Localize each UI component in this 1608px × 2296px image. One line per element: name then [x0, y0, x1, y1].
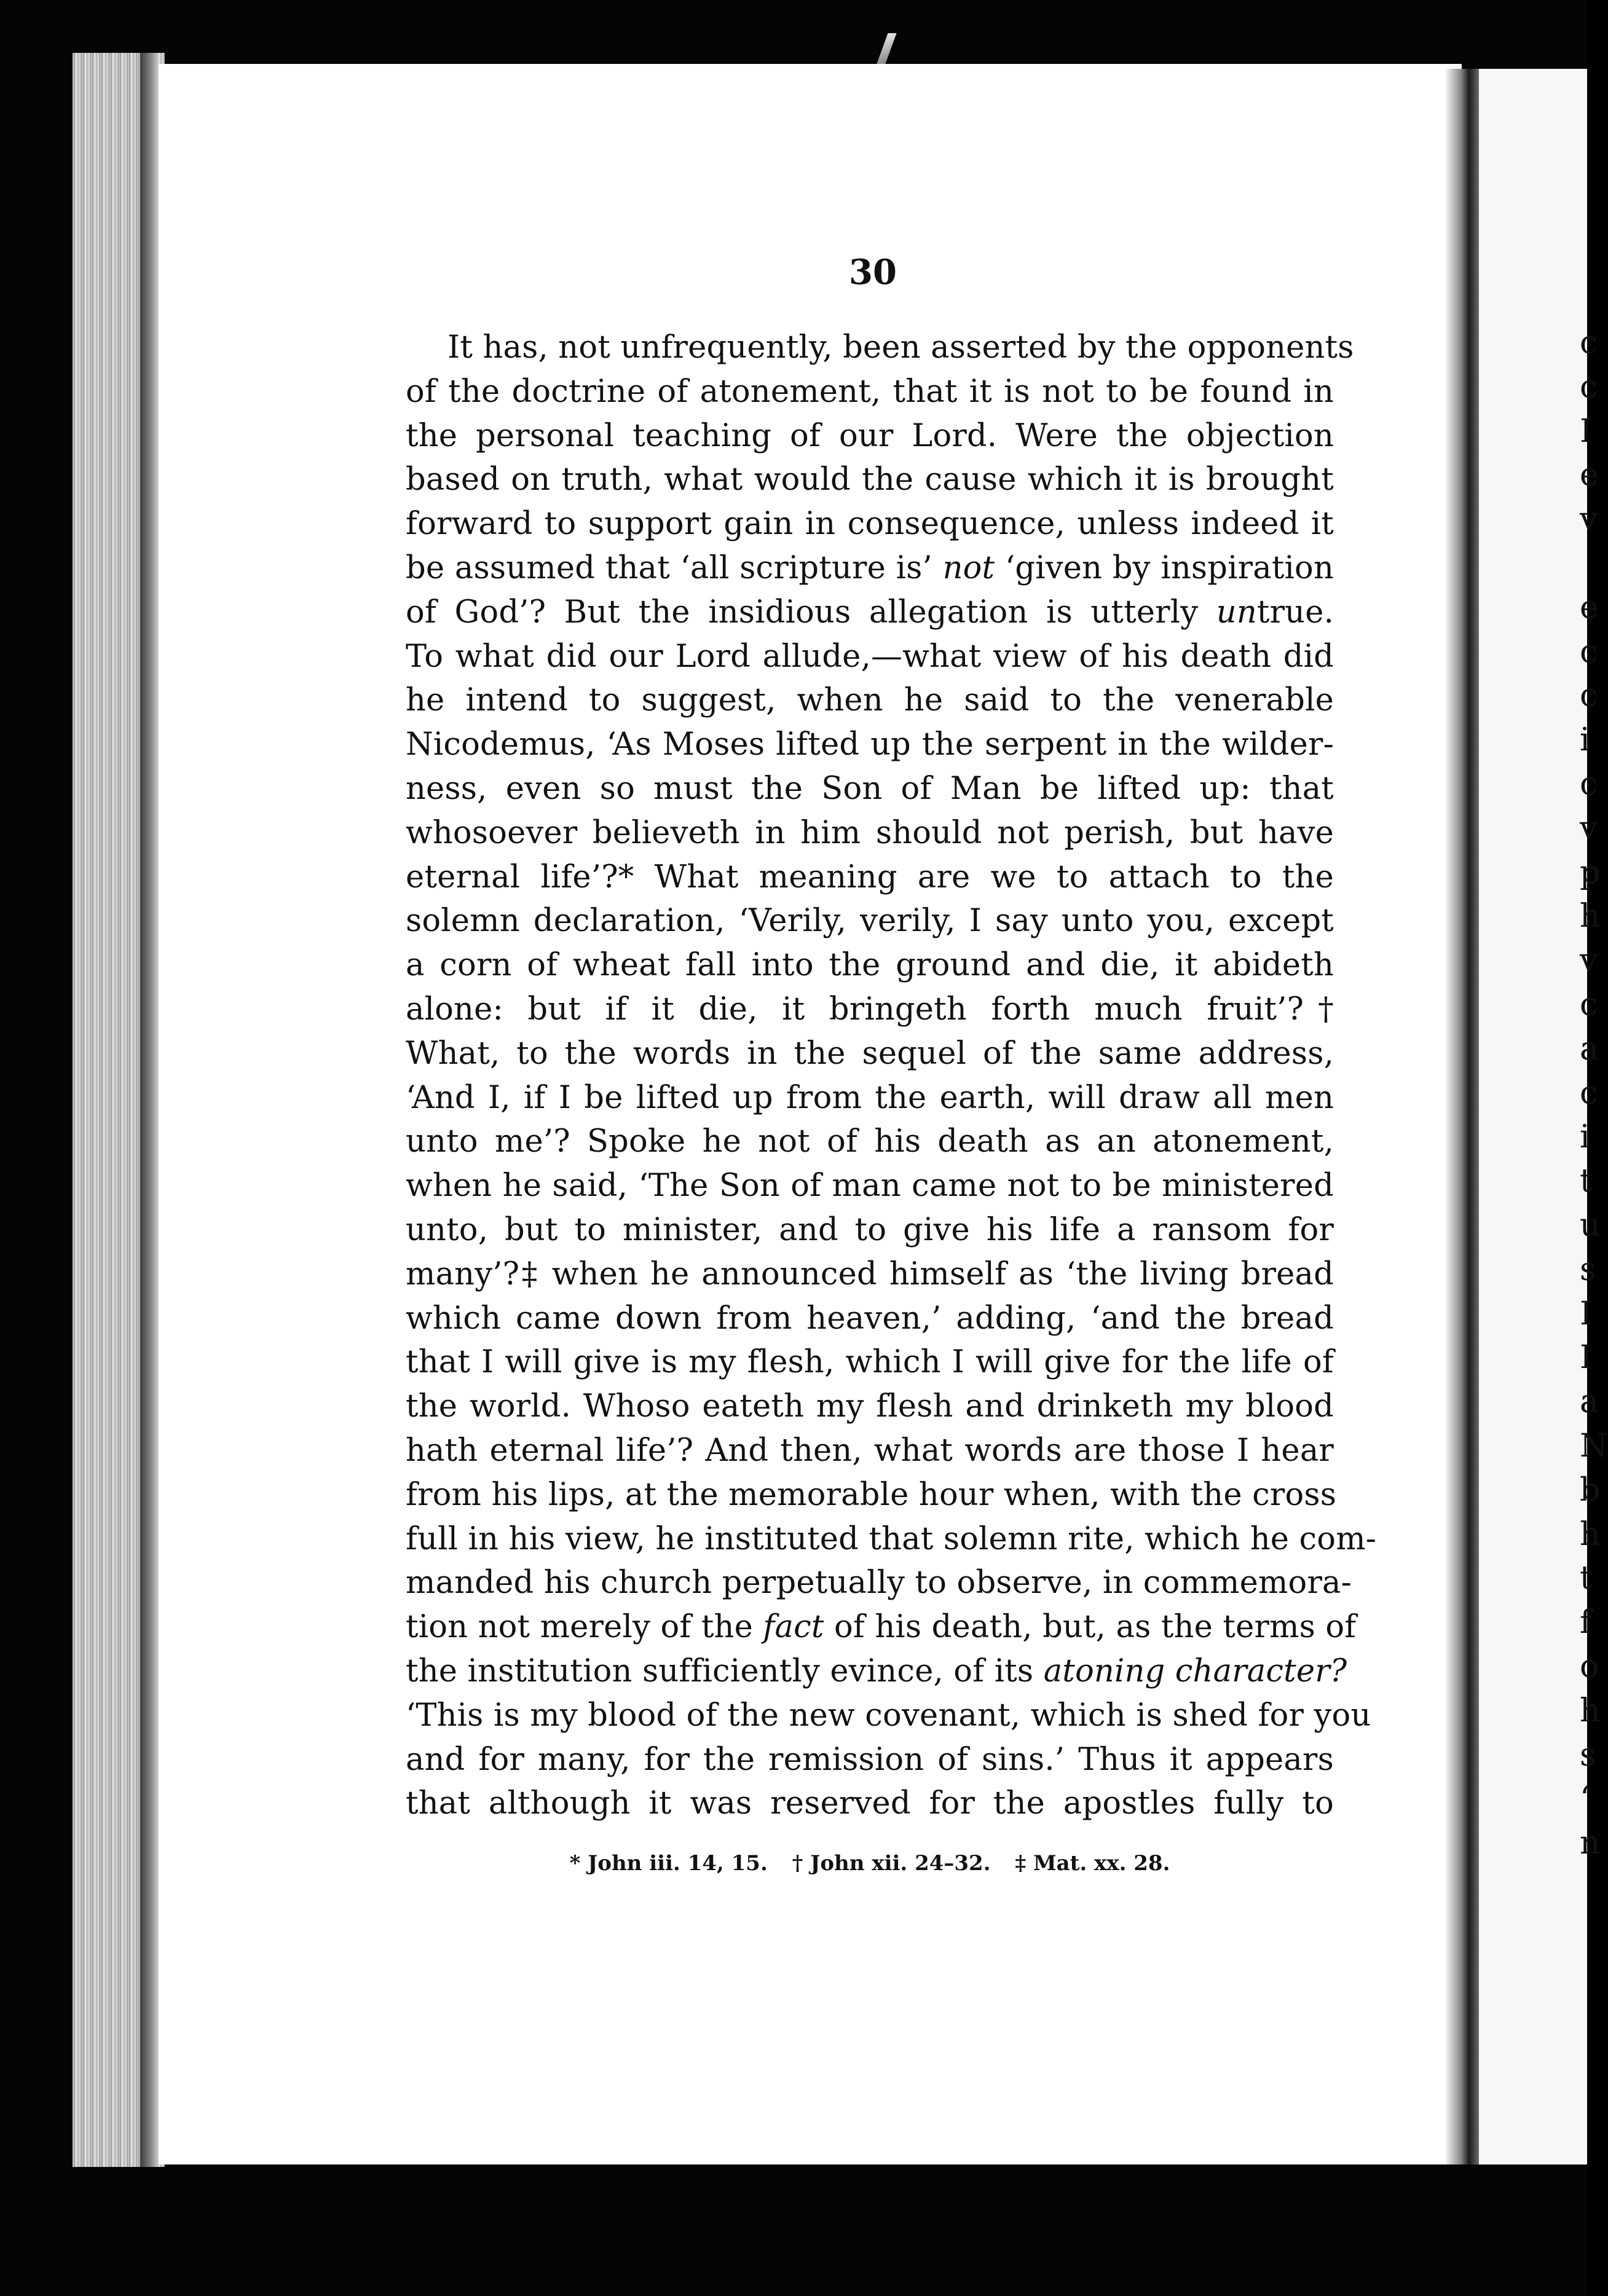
next-page-char: N	[1580, 1428, 1608, 1464]
text-line: full in his view, he instituted that solemn rite, which he com-	[406, 1520, 1377, 1557]
next-page-char: c	[1580, 677, 1598, 715]
next-page-char: c	[1580, 368, 1598, 406]
next-page-char: b	[1580, 1471, 1601, 1509]
next-page-char: i	[1580, 721, 1590, 759]
text-line: based on truth, what would the cause which it is brought	[406, 462, 1334, 498]
text-line: whosoever believeth in him should not perish, but have	[406, 814, 1334, 851]
next-page-char: t	[1580, 1560, 1593, 1597]
text-line: alone: but if it die, it bringeth forth much fruit’?†	[406, 991, 1334, 1028]
text-line: forward to support gain in consequence, unless indeed it	[406, 506, 1334, 543]
next-page-char: s	[1580, 1251, 1596, 1288]
next-page-char: n	[1580, 1825, 1601, 1862]
text-line: of the doctrine of atonement, that it is not to be found in	[406, 373, 1334, 410]
next-page-char: p	[1580, 854, 1601, 891]
text-line: unto, but to minister, and to give his life a ransom for	[406, 1211, 1334, 1248]
next-page-char: f	[1580, 1604, 1592, 1641]
next-page-char: I	[1580, 412, 1593, 450]
next-page-char: h	[1580, 1692, 1601, 1729]
text-line: tion not merely of the fact of his death, but, as the terms of	[406, 1609, 1357, 1646]
text-line: that I will give is my flesh, which I will give for the life of	[406, 1344, 1334, 1381]
footnote: † John xii. 24–32.	[792, 1851, 991, 1876]
text-line: ‘And I, if I be lifted up from the earth, will draw all men	[406, 1079, 1334, 1116]
book-spine-shadow	[140, 53, 159, 2167]
next-page-char: c	[1580, 633, 1598, 670]
text-line: To what did our Lord allude,—what view of his death did	[406, 638, 1334, 675]
next-page-edge	[1479, 69, 1608, 2164]
footnotes	[406, 1851, 1334, 1876]
next-page-char: v	[1580, 942, 1598, 980]
text-line: hath eternal life’? And then, what words are those I hear	[406, 1432, 1334, 1469]
text-line: when he said, ‘The Son of man came not to be ministered	[406, 1168, 1334, 1205]
page-number: 30	[849, 252, 897, 293]
text-line: manded his church perpetually to observe, in commemora-	[406, 1565, 1352, 1602]
text-line: ‘This is my blood of the new covenant, which is shed for you	[406, 1697, 1371, 1734]
text-line: the personal teaching of our Lord. Were the objection	[406, 417, 1334, 454]
next-page-char: i	[1580, 1119, 1590, 1156]
text-line: which came down from heaven,’ adding, ‘and the bread	[406, 1300, 1334, 1337]
next-page-char: e	[1580, 457, 1599, 494]
text-line: the institution sufficiently evince, of its atoning character?	[406, 1653, 1347, 1689]
next-page-char: a	[1580, 1030, 1599, 1067]
footnote: ‡ Mat. xx. 28.	[1015, 1851, 1170, 1876]
next-page-char: u	[1580, 1207, 1601, 1244]
text-line: It has, not unfrequently, been asserted by the opponents	[447, 329, 1354, 366]
book-gutter	[1446, 69, 1479, 2164]
text-line: ness, even so must the Son of Man be lifted up: that	[406, 770, 1334, 807]
text-line: Nicodemus, ‘As Moses lifted up the serpent in the wilder-	[406, 726, 1334, 763]
next-page-char: a	[1580, 1383, 1599, 1421]
text-line: from his lips, at the memorable hour when, with the cross	[406, 1476, 1337, 1513]
text-line: the world. Whoso eateth my flesh and drinketh my blood	[406, 1388, 1334, 1425]
next-page-char: v	[1580, 501, 1598, 538]
next-page-char: I	[1580, 1295, 1593, 1332]
next-page-char: c	[1580, 766, 1598, 803]
text-line: be assumed that ‘all scripture is’ not ‘given by inspiration	[406, 549, 1334, 586]
next-page-char: c	[1580, 324, 1598, 361]
body-text	[406, 326, 1377, 1826]
next-page-char: s	[1580, 1736, 1596, 1774]
next-page-char: I	[1580, 1339, 1593, 1377]
next-page-char: h	[1580, 1516, 1601, 1553]
text-line: unto me’? Spoke he not of his death as an atonement,	[406, 1123, 1334, 1160]
text-line: solemn declaration, ‘Verily, verily, I say unto you, except	[406, 903, 1334, 940]
text-line: he intend to suggest, when he said to the venerable	[406, 682, 1334, 719]
text-line: a corn of wheat fall into the ground and die, it abideth	[406, 947, 1334, 984]
next-page-char: c	[1580, 1074, 1598, 1112]
next-page-char: h	[1580, 898, 1601, 935]
next-page-char: o	[1580, 1648, 1599, 1685]
next-page-char: v	[1580, 809, 1598, 847]
footnote: * John iii. 14, 15.	[569, 1851, 768, 1876]
next-page-char: t	[1580, 1163, 1593, 1200]
text-line: of God’? But the insidious allegation is utterly untrue.	[406, 594, 1334, 631]
text-line: that although it was reserved for the apostles fully to	[406, 1785, 1334, 1822]
next-page-char: e	[1580, 589, 1599, 626]
text-line: and for many, for the remission of sins.’ Thus it appears	[406, 1741, 1334, 1778]
text-line: What, to the words in the sequel of the same address,	[406, 1035, 1334, 1072]
text-line: eternal life’?* What meaning are we to attach to the	[406, 859, 1334, 895]
next-page-char: c	[1580, 986, 1598, 1023]
next-page-char: ‘	[1580, 1780, 1590, 1818]
text-line: many’?‡ when he announced himself as ‘the living bread	[406, 1256, 1334, 1292]
